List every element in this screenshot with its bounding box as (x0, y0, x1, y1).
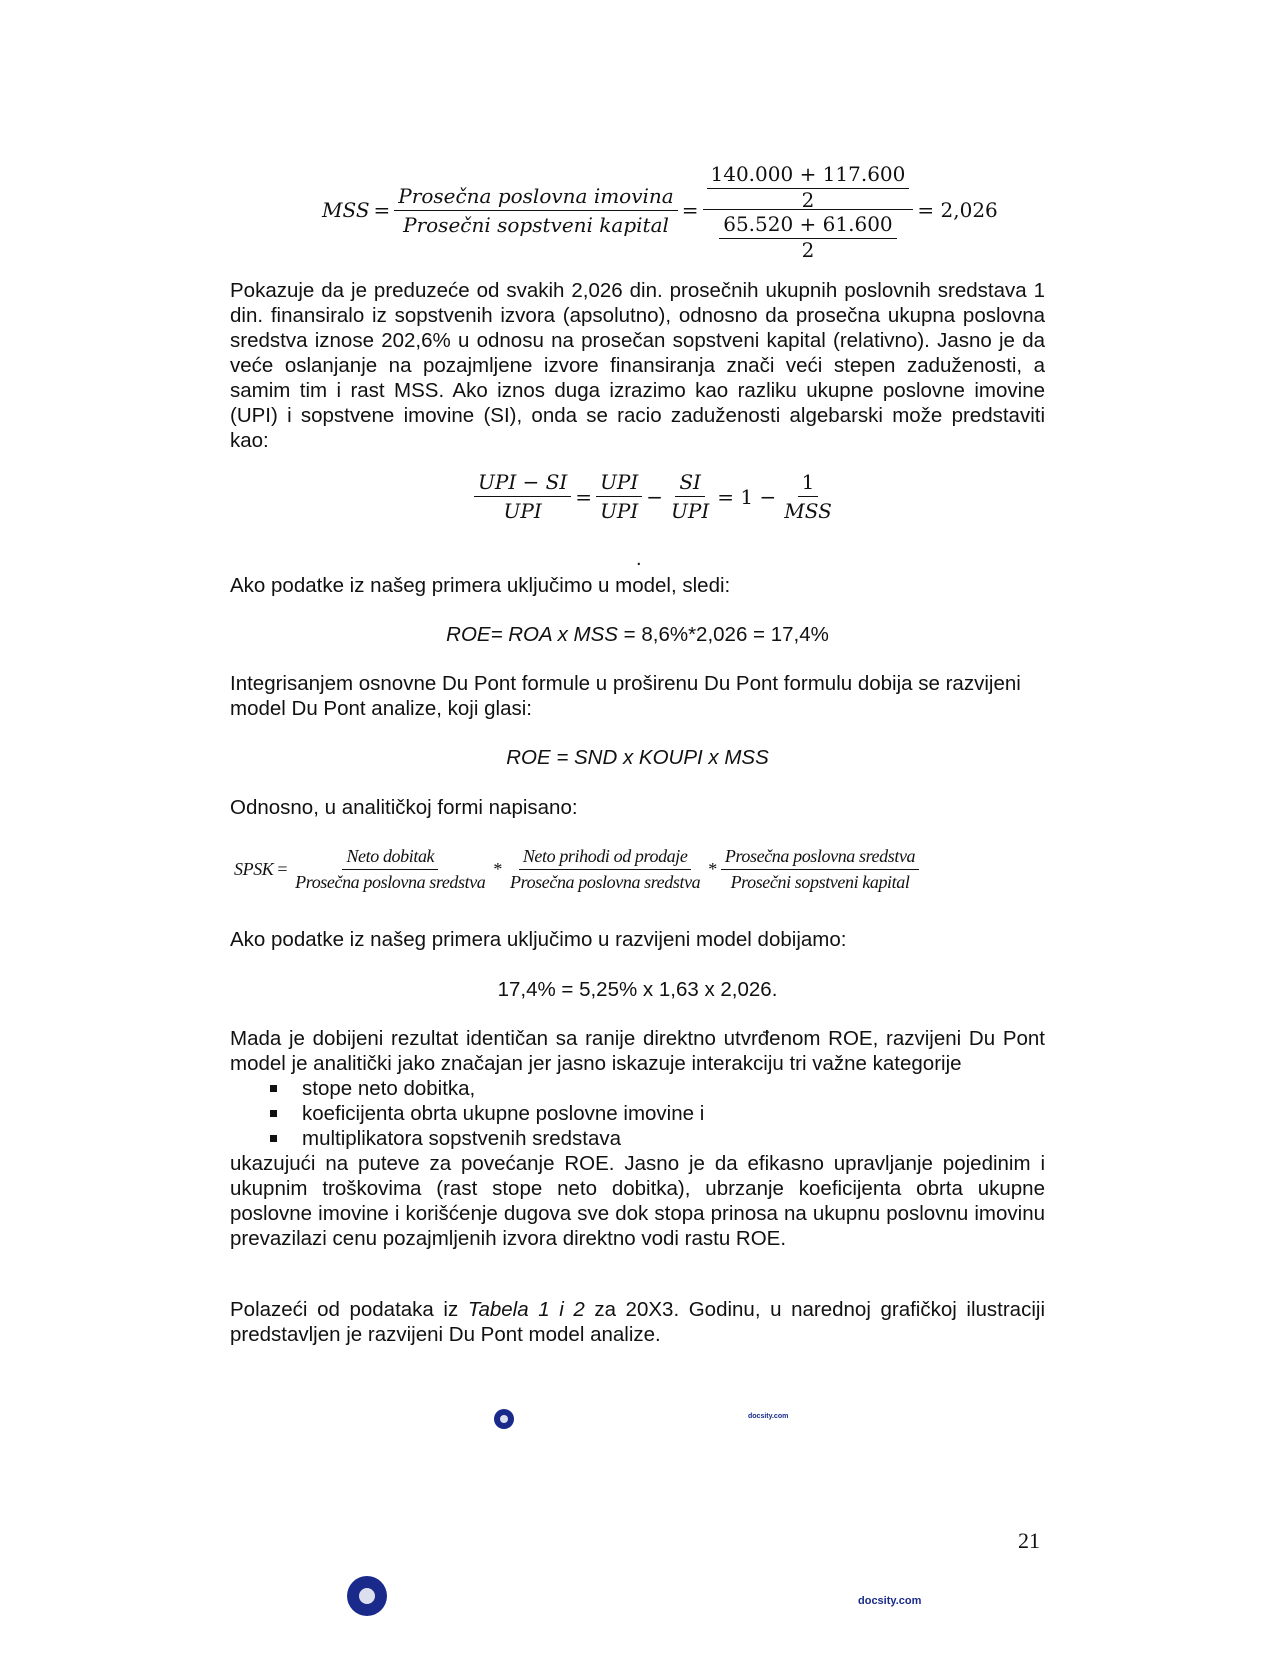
watermark-text: docsity.com (748, 1413, 789, 1420)
fraction-upi-minus-si: $\frac{\text{UPI − SI}}{\text{UPI}}$ (474, 470, 571, 523)
formula-lhs: MSS (322, 198, 370, 222)
denominator-average: $\frac{65.520 + 61.600}{2}$ (719, 212, 896, 259)
paragraph-graphic-intro: Polazeći od podataka iz Tabela 1 i 2 za 20X3. Godinu, u narednoj grafičkoj ilustraciji predstavljen je razvijeni Du Pont model analize. (230, 1298, 1045, 1346)
docsity-watermark-logo-icon (494, 1409, 514, 1429)
formula-spsk: SPSK = $\frac{\text{Neto dobitak}}{\text{Prosečna poslovna sredstva}}$ * $\frac{\text{Neto prihodi od prodaje}}{\text{Prosečna poslovna sredstva}}$ * $\frac{\text{Prosečna poslovna sredstva}}{\text{Prosečni sopstveni kapital}}$ (234, 846, 919, 893)
fraction-numeric (703, 161, 914, 262)
footer-brand-link[interactable]: docsity.com (858, 1595, 922, 1607)
formula-mss (322, 160, 1002, 260)
fraction-denominator: Prosečni sopstveni kapital (403, 212, 669, 237)
docsity-logo-icon[interactable] (347, 1576, 387, 1616)
category-list (230, 1076, 1045, 1151)
equation-numeric-result: 17,4% = 5,25% x 1,63 x 2,026. (497, 978, 778, 1001)
paragraph-conclusion: Mada je dobijeni rezultat identičan sa ranije direktno utvrđenom ROE, razvijeni Du Pont model je analitički jako značajan jer jasno iskazuje interakciju tri važne kategorije stope neto dobitka, koeficijenta obrta ukupne poslovne imovine i multiplikatora sopstvenih sredstava ukazujući na puteve za povećanje ROE. Jasno je da efikasno upravljanje pojedinim i ukupnim troškovima (rast stope neto dobitka), ubrzanje koeficijenta obrta ukupne poslovne imovine i korišćenje dugova sve dok stopa prinosa na ukupnu poslovnu imovinu prevazilazi cenu pozajmljenih izvora direktno vodi rastu ROE. (230, 1027, 1045, 1250)
equation-roe-roa: ROE= ROA x MSS = 8,6%*2,026 = 17,4% (446, 623, 829, 646)
page-number: 21 (1018, 1528, 1040, 1553)
fraction-one-over-mss: $\frac{1}{\text{MSS}}$ (784, 470, 832, 523)
numerator-average: $\frac{140.000 + 117.600}{2}$ (707, 162, 910, 209)
formula-debt-ratio: $\frac{\text{UPI − SI}}{\text{UPI}}$ = $\frac{\text{UPI}}{\text{UPI}}$ − $\frac{SI}{\text{UPI}}$ = 1 − $\frac{1}{\text{MSS}}$ (474, 470, 836, 523)
fraction-neto-prihodi: $\frac{\text{Neto prihodi od prodaje}}{\text{Prosečna poslovna sredstva}}$ (510, 846, 701, 892)
equation-roe-expanded: ROE = SND x KOUPI x MSS (506, 746, 769, 769)
fraction-numerator: Prosečna poslovna imovina (394, 184, 677, 211)
stray-dot: . (636, 548, 642, 570)
equals-sign: = (373, 198, 391, 222)
fraction-multiplikator: $\frac{\text{Prosečna poslovna sredstva}}{\text{Prosečni sopstveni kapital}}$ (721, 846, 919, 893)
fraction-upi-upi: $\frac{\text{UPI}}{\text{UPI}}$ (596, 470, 642, 523)
paragraph-model-intro: Ako podatke iz našeg primera uključimo u model, sledi: (230, 574, 731, 597)
formula-result: = 2,026 (917, 198, 998, 222)
paragraph-analytic-form: Odnosno, u analitičkoj formi napisano: (230, 796, 578, 819)
equals-sign: = (681, 198, 699, 222)
fraction-si-upi: $\frac{SI}{\text{UPI}}$ (671, 470, 710, 523)
fraction-neto-dobitak: $\frac{\text{Neto dobitak}}{\text{Prosečna poslovna sredstva}}$ (295, 846, 486, 892)
list-item: multiplikatora sopstvenih sredstava (270, 1126, 1045, 1151)
list-item: koeficijenta obrta ukupne poslovne imovine i (270, 1101, 1045, 1126)
paragraph-developed-model: Ako podatke iz našeg primera uključimo u razvijeni model dobijamo: (230, 928, 847, 951)
list-item: stope neto dobitka, (270, 1076, 1045, 1101)
paragraph-dupont-intro: Integrisanjem osnovne Du Pont formule u proširenu Du Pont formulu dobija se razvijeni model Du Pont analize, koji glasi: (230, 672, 1021, 720)
paragraph-mss-explanation: Pokazuje da je preduzeće od svakih 2,026 din. prosečnih ukupnih poslovnih sredstava 1 din. finansiralo iz sopstvenih izvora (apsolutno), odnosno da prosečna ukupna poslovna sredstva iznose 202,6% u odnosu na prosečan sopstveni kapital (relativno). Jasno je da veće oslanjanje na pozajmljene izvore finansiranja znači veći stepen zaduženosti, a samim tim i rast MSS. Ako iznos duga izrazimo kao razliku ukupne poslovne imovine (UPI) i sopstvene imovine (SI), onda se racio zaduženosti algebarski može predstaviti kao: (230, 279, 1045, 452)
fraction-imovina-kapital (394, 184, 677, 237)
